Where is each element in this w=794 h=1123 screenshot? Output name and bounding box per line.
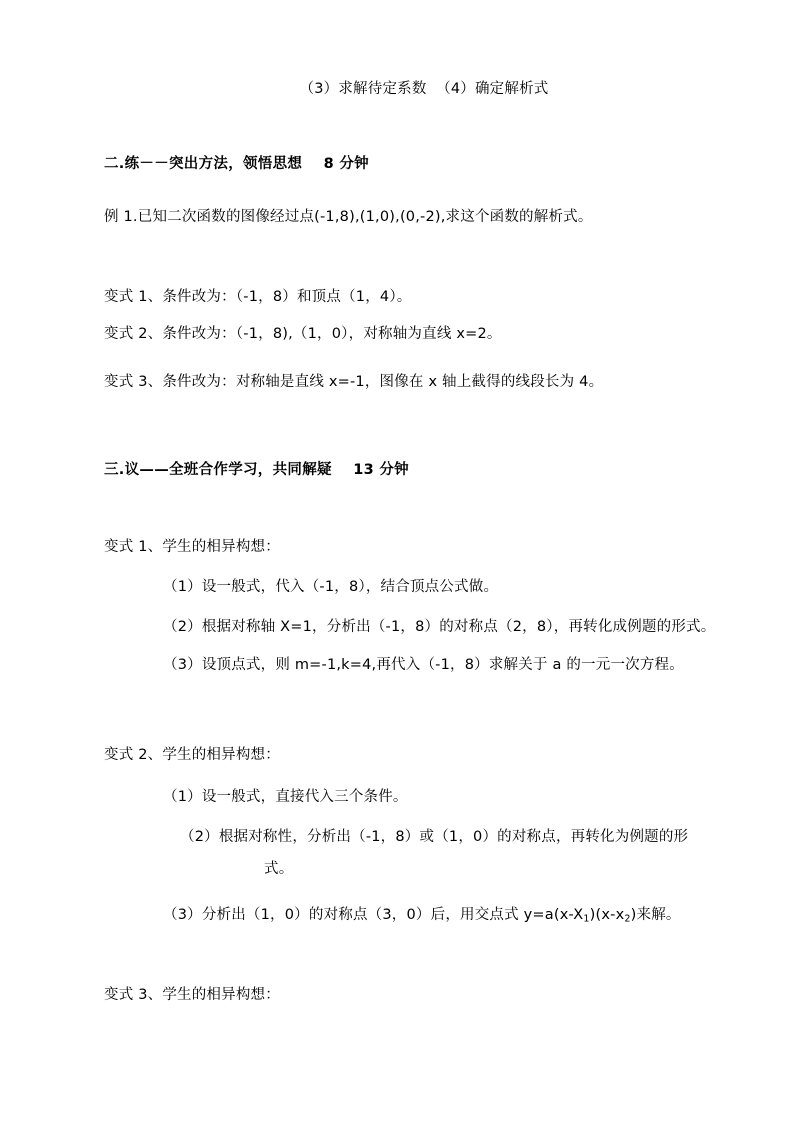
variant-2-approach-3-text: （3）分析出（1，0）的对称点（3，0）后，用交点式 y=a(x-X (163, 907, 584, 923)
variant-statement-1: 变式 1、条件改为：（-1，8）和顶点（1，4）。 (104, 289, 412, 305)
section-heading-two: 二.练－－突出方法，领悟思想 8 分钟 (104, 156, 369, 172)
formula-subscript-2: 2 (624, 913, 631, 925)
variant-2-approach-1: （1）设一般式，直接代入三个条件。 (163, 789, 408, 805)
variant-2-approach-2-continuation: 式。 (264, 861, 294, 877)
variant-1-approach-1: （1）设一般式，代入（-1，8），结合顶点公式做。 (163, 579, 499, 595)
formula-mid: )(x-x (589, 907, 625, 923)
variant-group-title-3: 变式 3、学生的相异构想： (104, 987, 280, 1003)
variant-statement-3: 变式 3、条件改为：对称轴是直线 x=-1，图像在 x 轴上截得的线段长为 4。 (104, 374, 604, 390)
variant-2-approach-2: （2）根据对称性，分析出（-1，8）或（1，0）的对称点，再转化为例题的形 (180, 829, 689, 845)
variant-2-approach-3 (104, 908, 794, 923)
section-heading-three: 三.议——全班合作学习，共同解疑 13 分钟 (104, 462, 409, 478)
variant-1-approach-2: （2）根据对称轴 X=1，分析出（-1，8）的对称点（2，8），再转化成例题的形式。 (163, 619, 716, 635)
formula-end: )来解。 (630, 907, 681, 923)
variant-group-title-1: 变式 1、学生的相异构想： (104, 539, 280, 555)
variant-statement-2: 变式 2、条件改为：（-1，8),（1，0），对称轴为直线 x=2。 (104, 326, 502, 342)
formula-subscript-1: 1 (583, 913, 590, 925)
top-continuation-line: （3）求解待定系数 （4）确定解析式 (299, 81, 549, 97)
example-problem-1: 例 1.已知二次函数的图像经过点(-1,8),(1,0),(0,-2),求这个函数的解析式。 (104, 209, 593, 225)
variant-group-title-2: 变式 2、学生的相异构想： (104, 747, 280, 763)
variant-1-approach-3: （3）设顶点式，则 m=-1,k=4,再代入（-1，8）求解关于 a 的一元一次方程。 (163, 657, 684, 673)
